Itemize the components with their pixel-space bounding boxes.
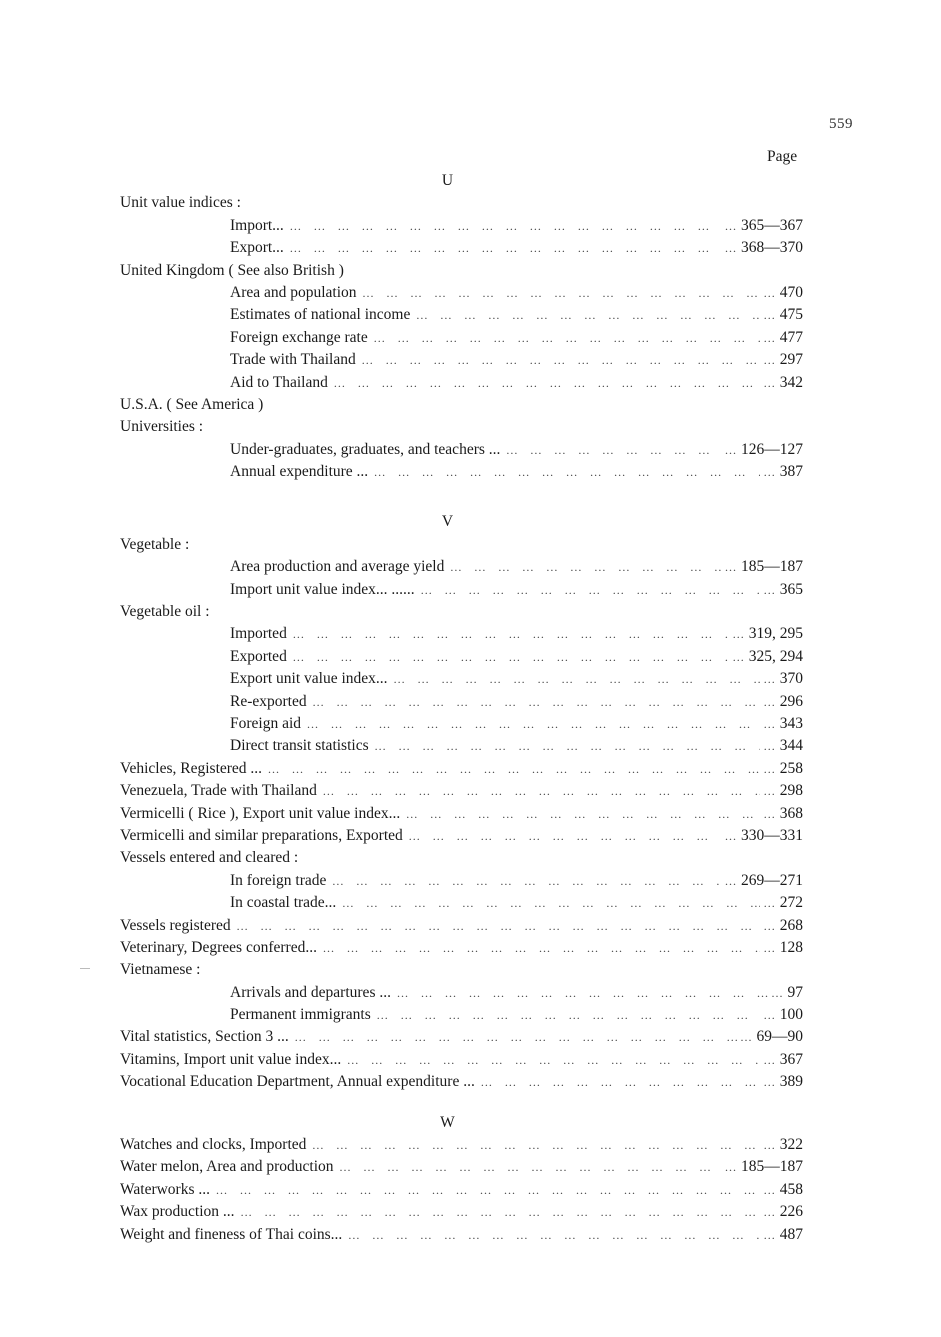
margin-mark	[80, 968, 90, 969]
index-entry	[120, 579, 803, 601]
dot-leader	[313, 691, 760, 713]
index-entry	[120, 237, 803, 259]
entry-text: Wax production ...	[120, 1203, 235, 1221]
entry-pages: ... 100	[760, 1004, 803, 1026]
entry-text: Venezuela, Trade with Thailand	[120, 782, 317, 800]
index-heading	[120, 260, 803, 282]
section-letter-v: V	[441, 513, 454, 531]
entry-text: Vocational Education Department, Annual expenditure ...	[120, 1073, 475, 1091]
index-entry	[120, 915, 803, 937]
index-entry	[120, 1201, 803, 1223]
dot-leader	[348, 1224, 759, 1246]
entry-pages: ... 344	[760, 735, 803, 757]
dot-leader	[237, 915, 760, 937]
dot-leader	[450, 556, 721, 578]
dot-leader	[347, 1049, 760, 1071]
entry-pages: ... 296	[760, 691, 803, 713]
entry-pages: ... 272	[760, 892, 803, 914]
dot-leader	[374, 461, 760, 483]
entry-text: Area production and average yield	[230, 558, 445, 576]
entry-pages: ... 367	[760, 1049, 803, 1071]
entry-text: Vermicelli ( Rice ), Export unit value index...	[120, 804, 401, 822]
entry-pages: ... 185—187	[721, 1156, 803, 1178]
dot-leader	[268, 758, 760, 780]
entry-text: Export...	[230, 239, 284, 257]
index-heading	[120, 959, 803, 981]
entry-pages: ... 325, 294	[729, 646, 803, 668]
entry-text: Waterworks ...	[120, 1180, 211, 1198]
entry-text: Direct transit statistics	[230, 737, 369, 755]
entry-text: Foreign exchange rate	[230, 328, 368, 346]
dot-leader	[506, 439, 721, 461]
index-entry	[120, 691, 803, 713]
entry-pages: ... 128	[760, 937, 803, 959]
entry-text: Weight and fineness of Thai coins...	[120, 1225, 343, 1243]
entry-pages: ... 343	[760, 713, 803, 735]
entry-pages: ... 269—271	[721, 870, 803, 892]
dot-leader	[323, 937, 760, 959]
index-entry	[120, 1134, 803, 1156]
index-entry	[120, 1026, 803, 1048]
entry-pages: ... 487	[760, 1224, 803, 1246]
entry-pages: ... 330—331	[721, 825, 803, 847]
dot-leader	[307, 713, 760, 735]
entry-pages: ... 97	[768, 982, 804, 1004]
index-entry	[120, 372, 803, 394]
index-entry	[120, 892, 803, 914]
index-entry	[120, 304, 803, 326]
entry-pages: ... 477	[760, 327, 803, 349]
dot-leader	[295, 1026, 737, 1048]
index-entry	[120, 870, 803, 892]
dot-leader	[374, 327, 760, 349]
index-entry	[120, 327, 803, 349]
entry-pages: ... 126—127	[721, 439, 803, 461]
index-heading	[120, 416, 803, 438]
index-entry	[120, 937, 803, 959]
dot-leader	[416, 304, 759, 326]
index-list	[120, 170, 803, 1246]
index-entry	[120, 1179, 803, 1201]
entry-text: Import unit value index... ......	[230, 580, 415, 598]
entry-text: Universities :	[120, 418, 204, 436]
entry-pages: ... 69—90	[737, 1026, 804, 1048]
index-entry	[120, 623, 803, 645]
entry-pages: ... 389	[760, 1071, 803, 1093]
dot-leader	[216, 1179, 760, 1201]
entry-text: Trade with Thailand	[230, 351, 356, 369]
entry-pages: ... 387	[760, 461, 803, 483]
entry-text: Vegetable :	[120, 535, 190, 553]
entry-text: Annual expenditure ...	[230, 463, 369, 481]
section-letter-w: W	[440, 1113, 455, 1131]
index-entry	[120, 982, 803, 1004]
index-entry	[120, 1071, 803, 1093]
index-entry	[120, 556, 803, 578]
entry-text: In coastal trade...	[230, 894, 337, 912]
dot-leader	[340, 1156, 721, 1178]
dot-leader	[323, 780, 760, 802]
index-entry	[120, 758, 803, 780]
entry-text: Unit value indices :	[120, 194, 241, 212]
index-entry	[120, 1049, 803, 1071]
index-entry	[120, 1156, 803, 1178]
dot-leader	[241, 1201, 760, 1223]
dot-leader	[397, 982, 768, 1004]
index-entry	[120, 780, 803, 802]
entry-text: Vital statistics, Section 3 ...	[120, 1028, 289, 1046]
entry-text: Re-exported	[230, 692, 307, 710]
entry-text: Vietnamese :	[120, 961, 201, 979]
entry-text: Imported	[230, 625, 287, 643]
index-entry	[120, 1224, 803, 1246]
index-entry	[120, 349, 803, 371]
dot-leader	[293, 646, 729, 668]
dot-leader	[394, 668, 760, 690]
entry-pages: ... 298	[760, 780, 803, 802]
entry-pages: ... 368—370	[721, 237, 803, 259]
entry-text: Permanent immigrants	[230, 1006, 371, 1024]
entry-text: U.S.A. ( See America )	[120, 395, 264, 413]
entry-text: United Kingdom ( See also British )	[120, 261, 344, 279]
index-entry	[120, 439, 803, 461]
entry-text: Import...	[230, 216, 284, 234]
entry-pages: ... 297	[760, 349, 803, 371]
page-column-label: Page	[767, 148, 798, 165]
section-letter-u: U	[441, 172, 454, 189]
entry-text: In foreign trade	[230, 871, 327, 889]
dot-leader	[342, 892, 759, 914]
dot-leader	[375, 735, 760, 757]
dot-leader	[293, 623, 729, 645]
entry-text: Arrivals and departures ...	[230, 983, 391, 1001]
index-heading	[120, 534, 803, 556]
index-entry	[120, 713, 803, 735]
entry-pages: ... 319, 295	[729, 623, 803, 645]
section-w-entries	[120, 1134, 803, 1246]
index-entry	[120, 646, 803, 668]
entry-text: Area and population	[230, 283, 357, 301]
entry-pages: ... 268	[760, 915, 803, 937]
dot-leader	[362, 349, 760, 371]
dot-leader	[406, 803, 760, 825]
index-entry	[120, 825, 803, 847]
entry-text: Watches and clocks, Imported	[120, 1136, 307, 1154]
section-u-entries	[120, 192, 803, 483]
entry-text: Veterinary, Degrees conferred...	[120, 938, 317, 956]
entry-text: Under-graduates, graduates, and teachers ...	[230, 440, 501, 458]
entry-text: Vegetable oil :	[120, 603, 210, 621]
entry-text: Vermicelli and similar preparations, Exported	[120, 826, 403, 844]
index-entry	[120, 735, 803, 757]
entry-text: Vessels registered	[120, 916, 231, 934]
dot-leader	[481, 1071, 760, 1093]
entry-text: Vehicles, Registered ...	[120, 759, 263, 777]
entry-text: Aid to Thailand	[230, 373, 328, 391]
entry-text: Water melon, Area and production	[120, 1158, 334, 1176]
index-heading	[120, 847, 803, 869]
dot-leader	[377, 1004, 760, 1026]
entry-text: Vitamins, Import unit value index...	[120, 1050, 342, 1068]
entry-pages: ... 475	[760, 304, 803, 326]
entry-pages: ... 185—187	[721, 556, 803, 578]
dot-leader	[290, 237, 721, 259]
entry-pages: ... 365	[760, 579, 803, 601]
entry-text: Foreign aid	[230, 714, 302, 732]
entry-text: Vessels entered and cleared :	[120, 849, 299, 867]
index-heading	[120, 394, 803, 416]
entry-pages: ... 226	[760, 1201, 803, 1223]
entry-pages: ... 370	[760, 668, 803, 690]
dot-leader	[421, 579, 760, 601]
page-number: 559	[829, 116, 853, 132]
index-heading	[120, 601, 803, 623]
entry-text: Estimates of national income	[230, 306, 411, 324]
entry-text: Exported	[230, 647, 287, 665]
section-v-entries	[120, 534, 803, 1094]
index-entry	[120, 215, 803, 237]
dot-leader	[332, 870, 721, 892]
dot-leader	[312, 1134, 759, 1156]
entry-pages: ... 365—367	[721, 215, 803, 237]
entry-pages: ... 322	[760, 1134, 803, 1156]
index-entry	[120, 461, 803, 483]
dot-leader	[409, 825, 721, 847]
index-entry	[120, 1004, 803, 1026]
dot-leader	[363, 282, 760, 304]
entry-pages: ... 342	[760, 372, 803, 394]
dot-leader	[334, 372, 760, 394]
entry-pages: ... 368	[760, 803, 803, 825]
entry-pages: ... 258	[760, 758, 803, 780]
index-heading	[120, 192, 803, 214]
entry-pages: ... 470	[760, 282, 803, 304]
dot-leader	[290, 215, 721, 237]
entry-pages: ... 458	[760, 1179, 803, 1201]
index-entry	[120, 282, 803, 304]
index-entry	[120, 803, 803, 825]
entry-text: Export unit value index...	[230, 670, 388, 688]
index-entry	[120, 668, 803, 690]
